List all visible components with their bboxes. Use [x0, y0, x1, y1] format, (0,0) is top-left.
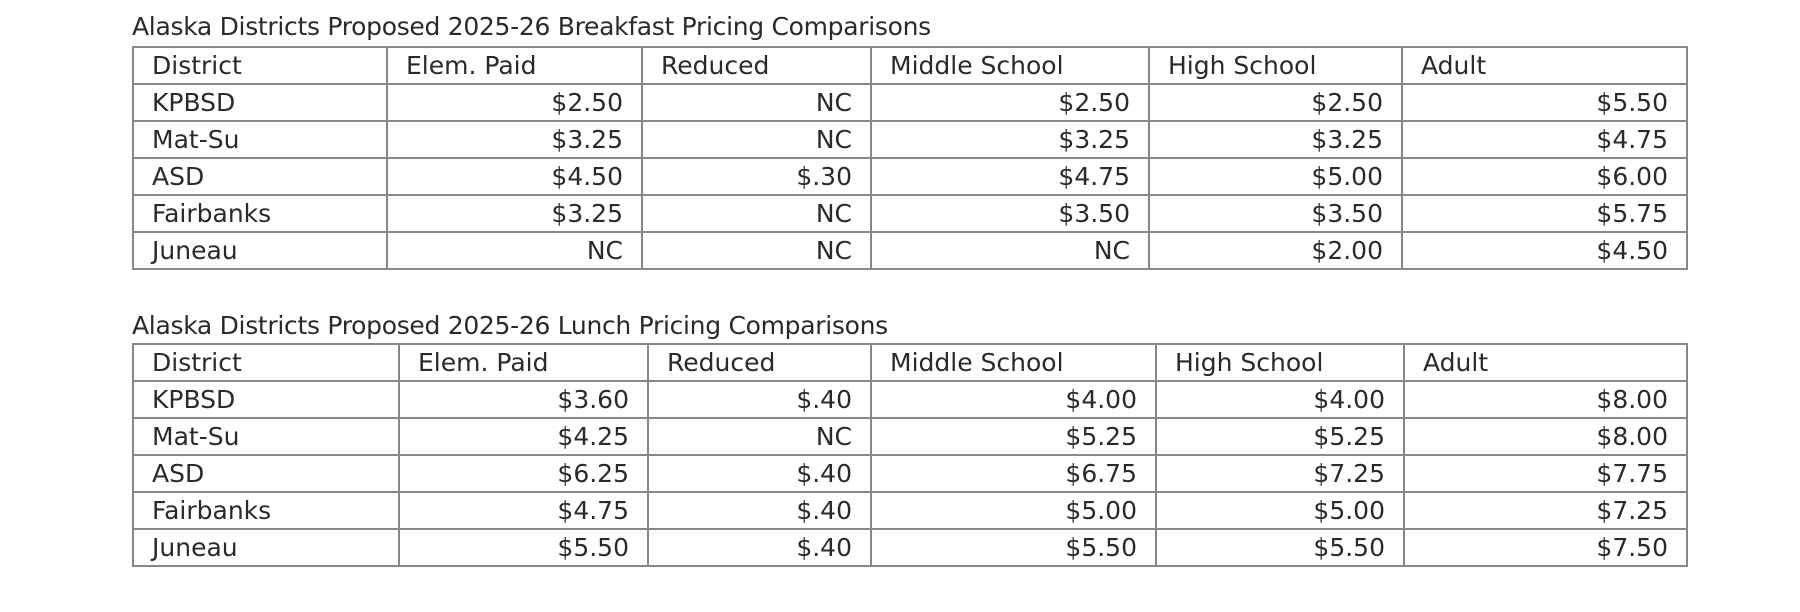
price-cell: $3.60: [399, 381, 648, 418]
column-header: Elem. Paid: [399, 344, 648, 381]
price-cell: $3.50: [871, 195, 1149, 232]
table-row: [133, 158, 1687, 195]
price-cell: $7.25: [1404, 492, 1687, 529]
price-cell: $.40: [648, 529, 871, 566]
price-cell: $4.50: [1402, 232, 1687, 269]
price-cell: $.40: [648, 381, 871, 418]
price-cell: $7.50: [1404, 529, 1687, 566]
column-header: District: [133, 344, 399, 381]
price-cell: $8.00: [1404, 381, 1687, 418]
price-cell: $7.75: [1404, 455, 1687, 492]
district-cell: Juneau: [133, 529, 399, 566]
district-cell: ASD: [133, 455, 399, 492]
column-header: Adult: [1404, 344, 1687, 381]
price-cell: $6.25: [399, 455, 648, 492]
price-cell: $6.75: [871, 455, 1156, 492]
column-header: Elem. Paid: [387, 47, 642, 84]
price-cell: NC: [648, 418, 871, 455]
price-cell: $8.00: [1404, 418, 1687, 455]
breakfast-table-title: Alaska Districts Proposed 2025-26 Breakfast Pricing Comparisons: [132, 12, 931, 41]
price-cell: $3.25: [387, 195, 642, 232]
price-cell: $5.50: [399, 529, 648, 566]
district-cell: Fairbanks: [133, 195, 387, 232]
price-cell: $6.00: [1402, 158, 1687, 195]
price-cell: NC: [642, 121, 871, 158]
price-cell: $5.50: [871, 529, 1156, 566]
lunch-pricing-table: [132, 343, 1688, 567]
price-cell: $4.50: [387, 158, 642, 195]
price-cell: $3.25: [387, 121, 642, 158]
price-cell: NC: [642, 232, 871, 269]
price-cell: NC: [871, 232, 1149, 269]
district-cell: ASD: [133, 158, 387, 195]
table-row: [133, 195, 1687, 232]
district-cell: Mat-Su: [133, 418, 399, 455]
district-cell: Fairbanks: [133, 492, 399, 529]
price-cell: $2.00: [1149, 232, 1402, 269]
price-cell: $4.00: [871, 381, 1156, 418]
breakfast-pricing-table: [132, 46, 1688, 270]
table-row: [133, 121, 1687, 158]
header-row: [133, 344, 1687, 381]
table-row: [133, 381, 1687, 418]
column-header: Adult: [1402, 47, 1687, 84]
price-cell: $4.00: [1156, 381, 1404, 418]
district-cell: Mat-Su: [133, 121, 387, 158]
price-cell: $.40: [648, 455, 871, 492]
district-cell: Juneau: [133, 232, 387, 269]
column-header: Reduced: [642, 47, 871, 84]
price-cell: $5.00: [1156, 492, 1404, 529]
district-cell: KPBSD: [133, 84, 387, 121]
price-cell: $3.50: [1149, 195, 1402, 232]
table-row: [133, 232, 1687, 269]
district-cell: KPBSD: [133, 381, 399, 418]
price-cell: $3.25: [871, 121, 1149, 158]
lunch-table-title: Alaska Districts Proposed 2025-26 Lunch Pricing Comparisons: [132, 311, 888, 340]
column-header: Middle School: [871, 47, 1149, 84]
price-cell: $2.50: [387, 84, 642, 121]
price-cell: NC: [642, 195, 871, 232]
table-row: [133, 455, 1687, 492]
price-cell: $5.25: [1156, 418, 1404, 455]
table-row: [133, 492, 1687, 529]
table-row: [133, 418, 1687, 455]
price-cell: $5.00: [871, 492, 1156, 529]
table-row: [133, 529, 1687, 566]
header-row: [133, 47, 1687, 84]
price-cell: $2.50: [871, 84, 1149, 121]
price-cell: $5.25: [871, 418, 1156, 455]
price-cell: NC: [387, 232, 642, 269]
price-cell: $3.25: [1149, 121, 1402, 158]
column-header: High School: [1156, 344, 1404, 381]
price-cell: $7.25: [1156, 455, 1404, 492]
price-cell: $4.25: [399, 418, 648, 455]
column-header: Reduced: [648, 344, 871, 381]
price-cell: $5.00: [1149, 158, 1402, 195]
price-cell: NC: [642, 84, 871, 121]
price-cell: $.30: [642, 158, 871, 195]
column-header: Middle School: [871, 344, 1156, 381]
price-cell: $5.75: [1402, 195, 1687, 232]
price-cell: $5.50: [1156, 529, 1404, 566]
price-cell: $.40: [648, 492, 871, 529]
price-cell: $2.50: [1149, 84, 1402, 121]
price-cell: $4.75: [871, 158, 1149, 195]
price-cell: $5.50: [1402, 84, 1687, 121]
table-row: [133, 84, 1687, 121]
price-cell: $4.75: [1402, 121, 1687, 158]
column-header: High School: [1149, 47, 1402, 84]
column-header: District: [133, 47, 387, 84]
price-cell: $4.75: [399, 492, 648, 529]
